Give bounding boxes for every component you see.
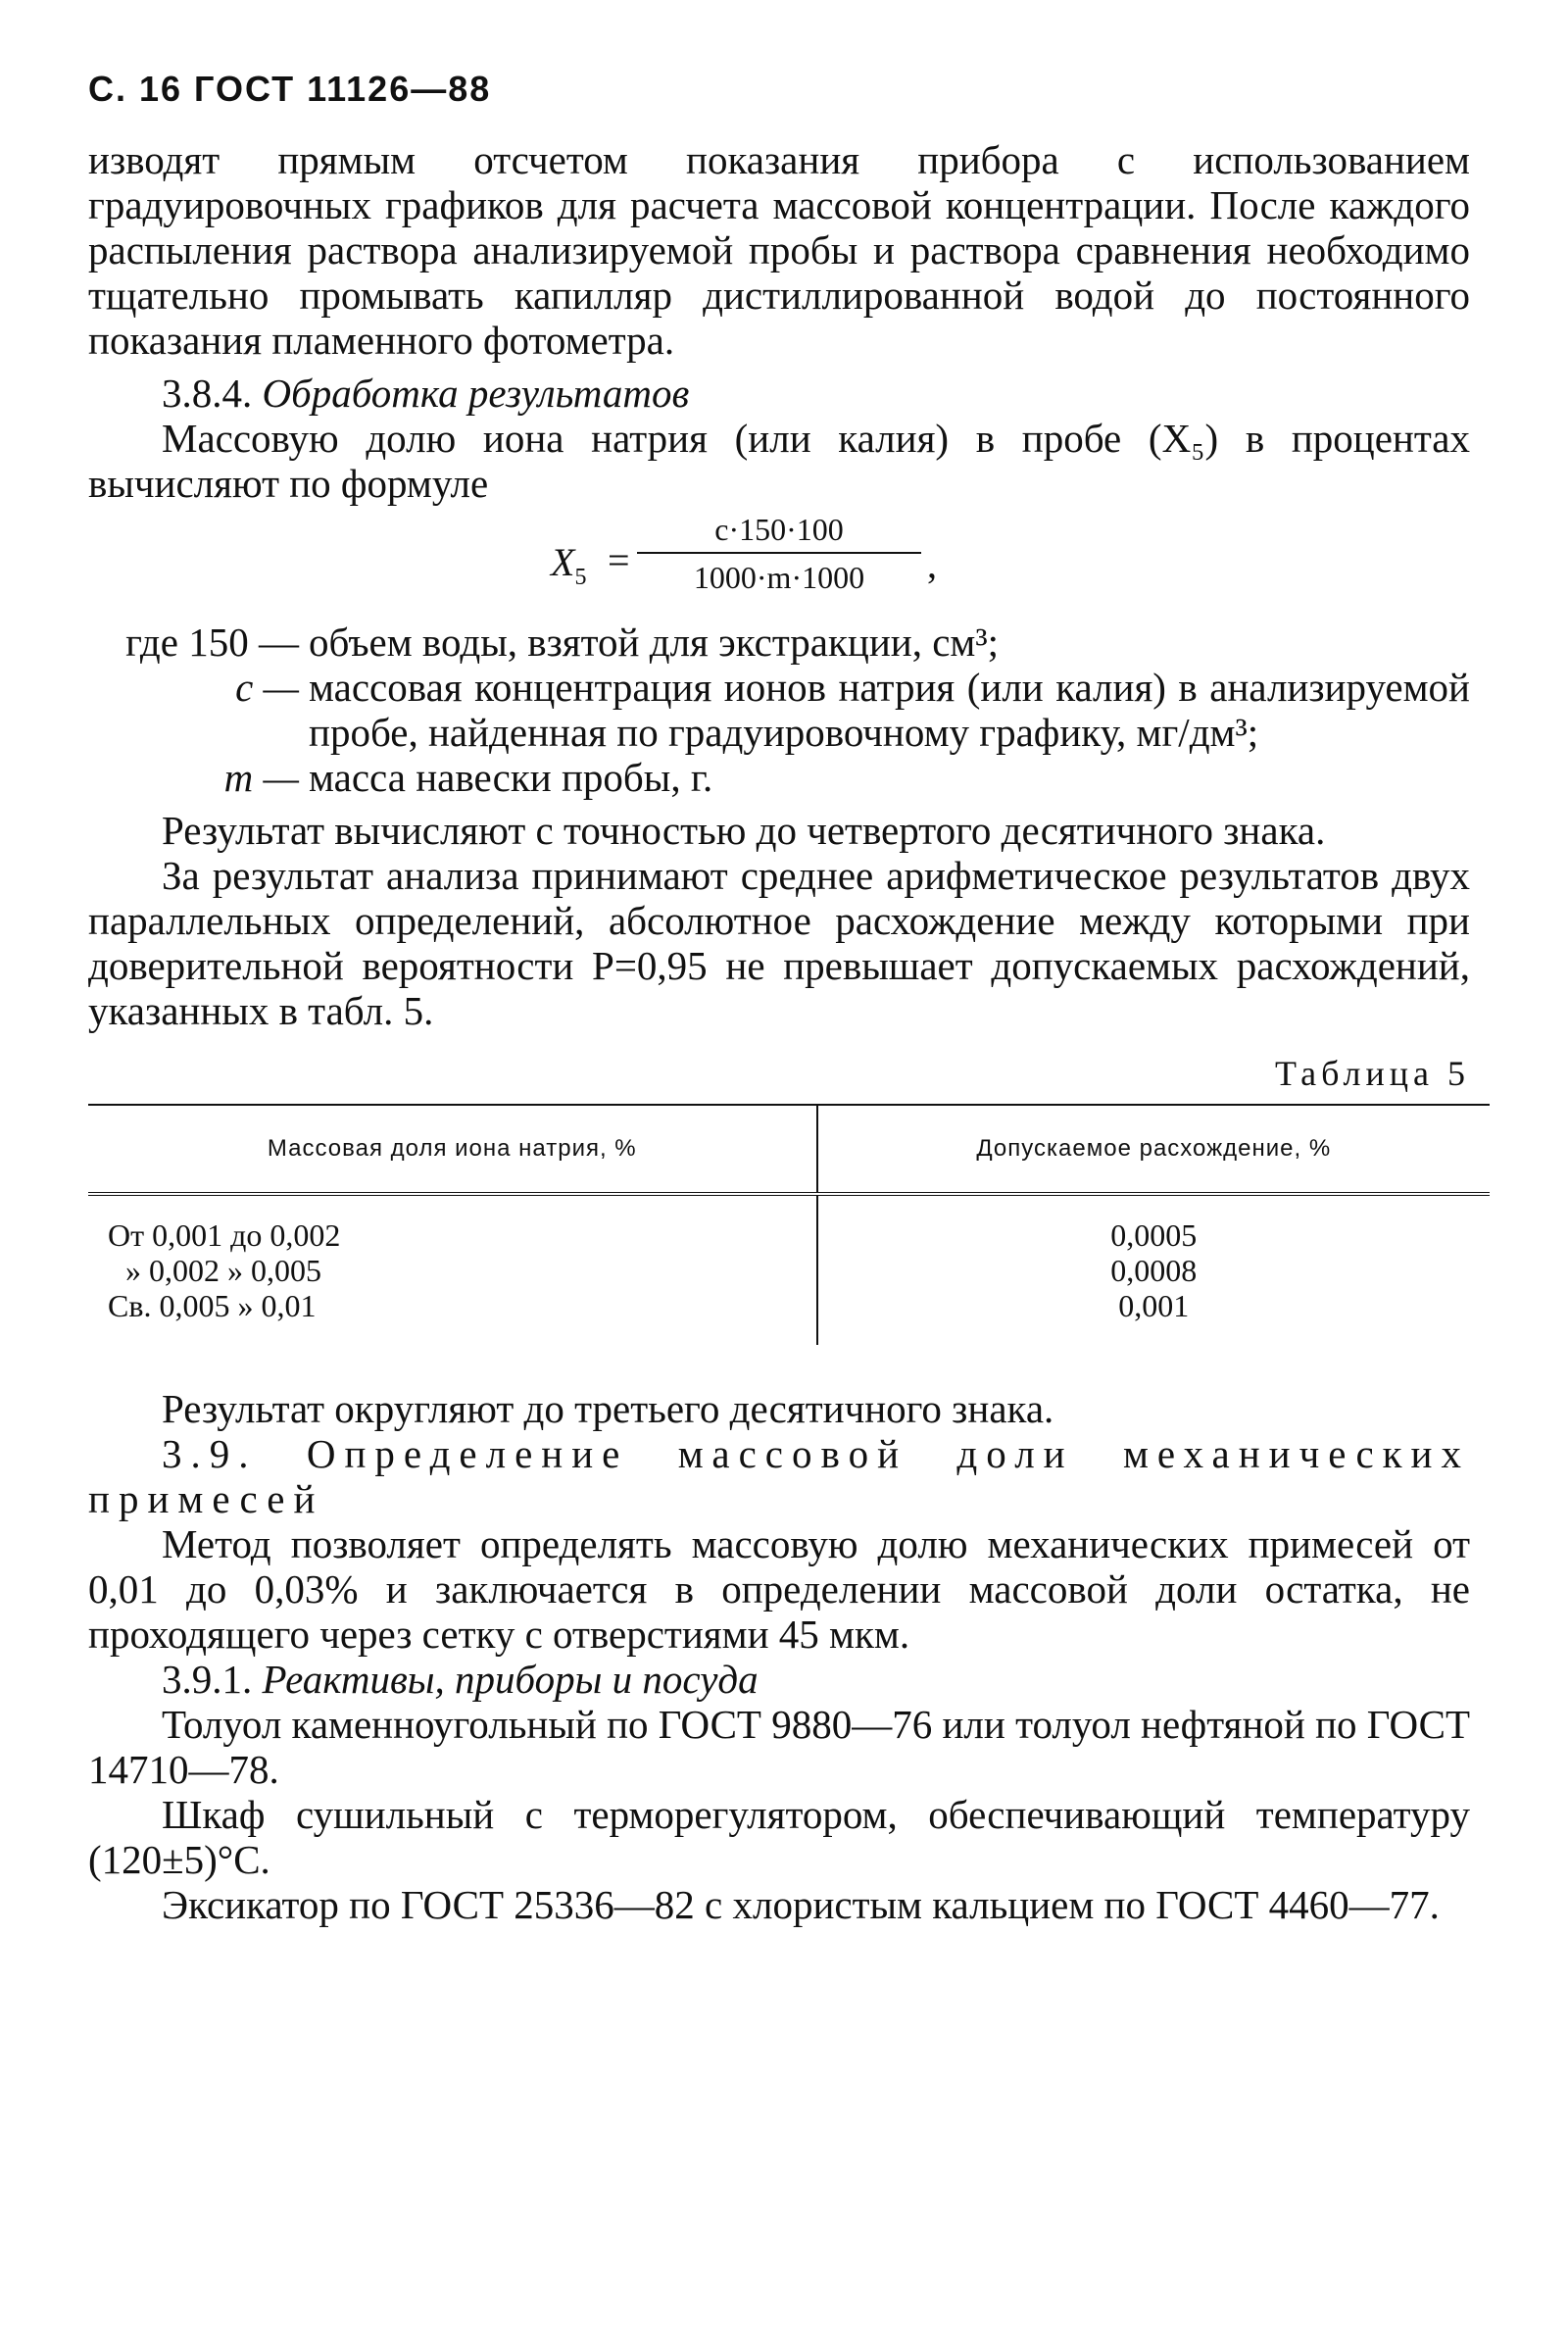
page-header: С. 16 ГОСТ 11126—88 <box>88 69 492 109</box>
paragraph-precision: Результат вычисляют с точностью до четвертого десятичного знака. <box>162 808 1326 853</box>
section-title: Обработка результатов <box>262 371 690 416</box>
table-row <box>88 1194 1490 1345</box>
table-title: Таблица 5 <box>1275 1054 1470 1093</box>
section-3-9-heading: 3.9. Определение массовой доли механических примесей <box>88 1431 1470 1521</box>
definition-desc: объем воды, взятой для экстракции, см³; <box>309 620 1000 665</box>
definition-desc: масса навески пробы, г. <box>309 755 713 800</box>
formula-numerator: c·150·100 <box>637 512 921 554</box>
section-3-9-1-heading <box>88 1657 1470 1702</box>
formula <box>88 512 1470 610</box>
table-header-row <box>88 1105 1490 1194</box>
definition-desc: массовая концентрация ионов натрия (или калия) в анализируемой пробе, найденная по градуировочному графику, мг/дм³; <box>309 665 1470 755</box>
table-cell-line: 0,001 <box>1118 1288 1190 1323</box>
table-cell-line: 0,0008 <box>1110 1253 1198 1288</box>
formula-intro: Массовую долю иона натрия (или калия) в пробе (X₅) в процентах вычисляют по формуле <box>88 416 1470 506</box>
formula-lhs-subscript: 5 <box>574 565 587 590</box>
definition-term: m — <box>223 755 299 800</box>
definition-item <box>88 755 1470 800</box>
table-5 <box>88 1104 1490 1345</box>
paragraph-continuation: изводят прямым отсчетом показания прибора с использованием градуировочных графиков для расчета массовой концентрации. После каждого распыления раствора анализируемой пробы и раствора сравнения необходимо тщательно промывать капилляр дистиллированной водой до постоянного показания пламенного фотометра. <box>88 137 1470 363</box>
section-number: 3.8.4. <box>162 371 253 416</box>
list-item: Эксикатор по ГОСТ 25336—82 с хлористым кальцием по ГОСТ 4460—77. <box>162 1882 1440 1927</box>
table-cell-line: » 0,002 » 0,005 <box>125 1253 321 1288</box>
section-title: Реактивы, приборы и посуда <box>262 1657 759 1702</box>
paragraph-rounding: Результат округляют до третьего десятичного знака. <box>162 1386 1054 1431</box>
table-header-cell: Массовая доля иона натрия, % <box>88 1105 817 1194</box>
definition-term: c — <box>235 665 299 710</box>
table-cell <box>88 1194 817 1345</box>
document-page <box>88 69 1470 1927</box>
table-cell-line: От 0,001 до 0,002 <box>108 1217 341 1253</box>
section-3-9-text: Метод позволяет определять массовую долю механических примесей от 0,01 до 0,03% и заключается в определении массовой доли остатка, не проходящего через сетку с отверстиями 45 мкм. <box>88 1521 1470 1657</box>
definition-item <box>88 665 1470 755</box>
paragraph-result: За результат анализа принимают среднее арифметическое результатов двух параллельных определений, абсолютное расхождение между которыми при доверительной вероятности P=0,95 не превышает допускаемых расхождений, указанных в табл. 5. <box>88 853 1470 1033</box>
list-item: Шкаф сушильный с терморегулятором, обеспечивающий температуру (120±5)°С. <box>88 1792 1470 1882</box>
table-cell-line: 0,0005 <box>1110 1217 1198 1253</box>
formula-lhs: $X_5$ <box>551 540 587 590</box>
table-cell <box>817 1194 1490 1345</box>
formula-equals: = <box>608 538 630 582</box>
formula-denominator: 1000·m·1000 <box>693 560 865 595</box>
definition-term: где 150 — <box>125 620 299 665</box>
section-3-8-4-heading <box>88 371 1470 416</box>
definition-item <box>88 620 1470 665</box>
table-cell-line: Св. 0,005 » 0,01 <box>108 1288 317 1323</box>
formula-comma: , <box>927 542 937 586</box>
list-item: Толуол каменноугольный по ГОСТ 9880—76 или толуол нефтяной по ГОСТ 14710—78. <box>88 1702 1470 1792</box>
table-header-cell: Допускаемое расхождение, % <box>817 1105 1490 1194</box>
section-number: 3.9.1. <box>162 1657 253 1702</box>
definition-list <box>88 620 1470 800</box>
formula-fraction <box>637 512 921 596</box>
